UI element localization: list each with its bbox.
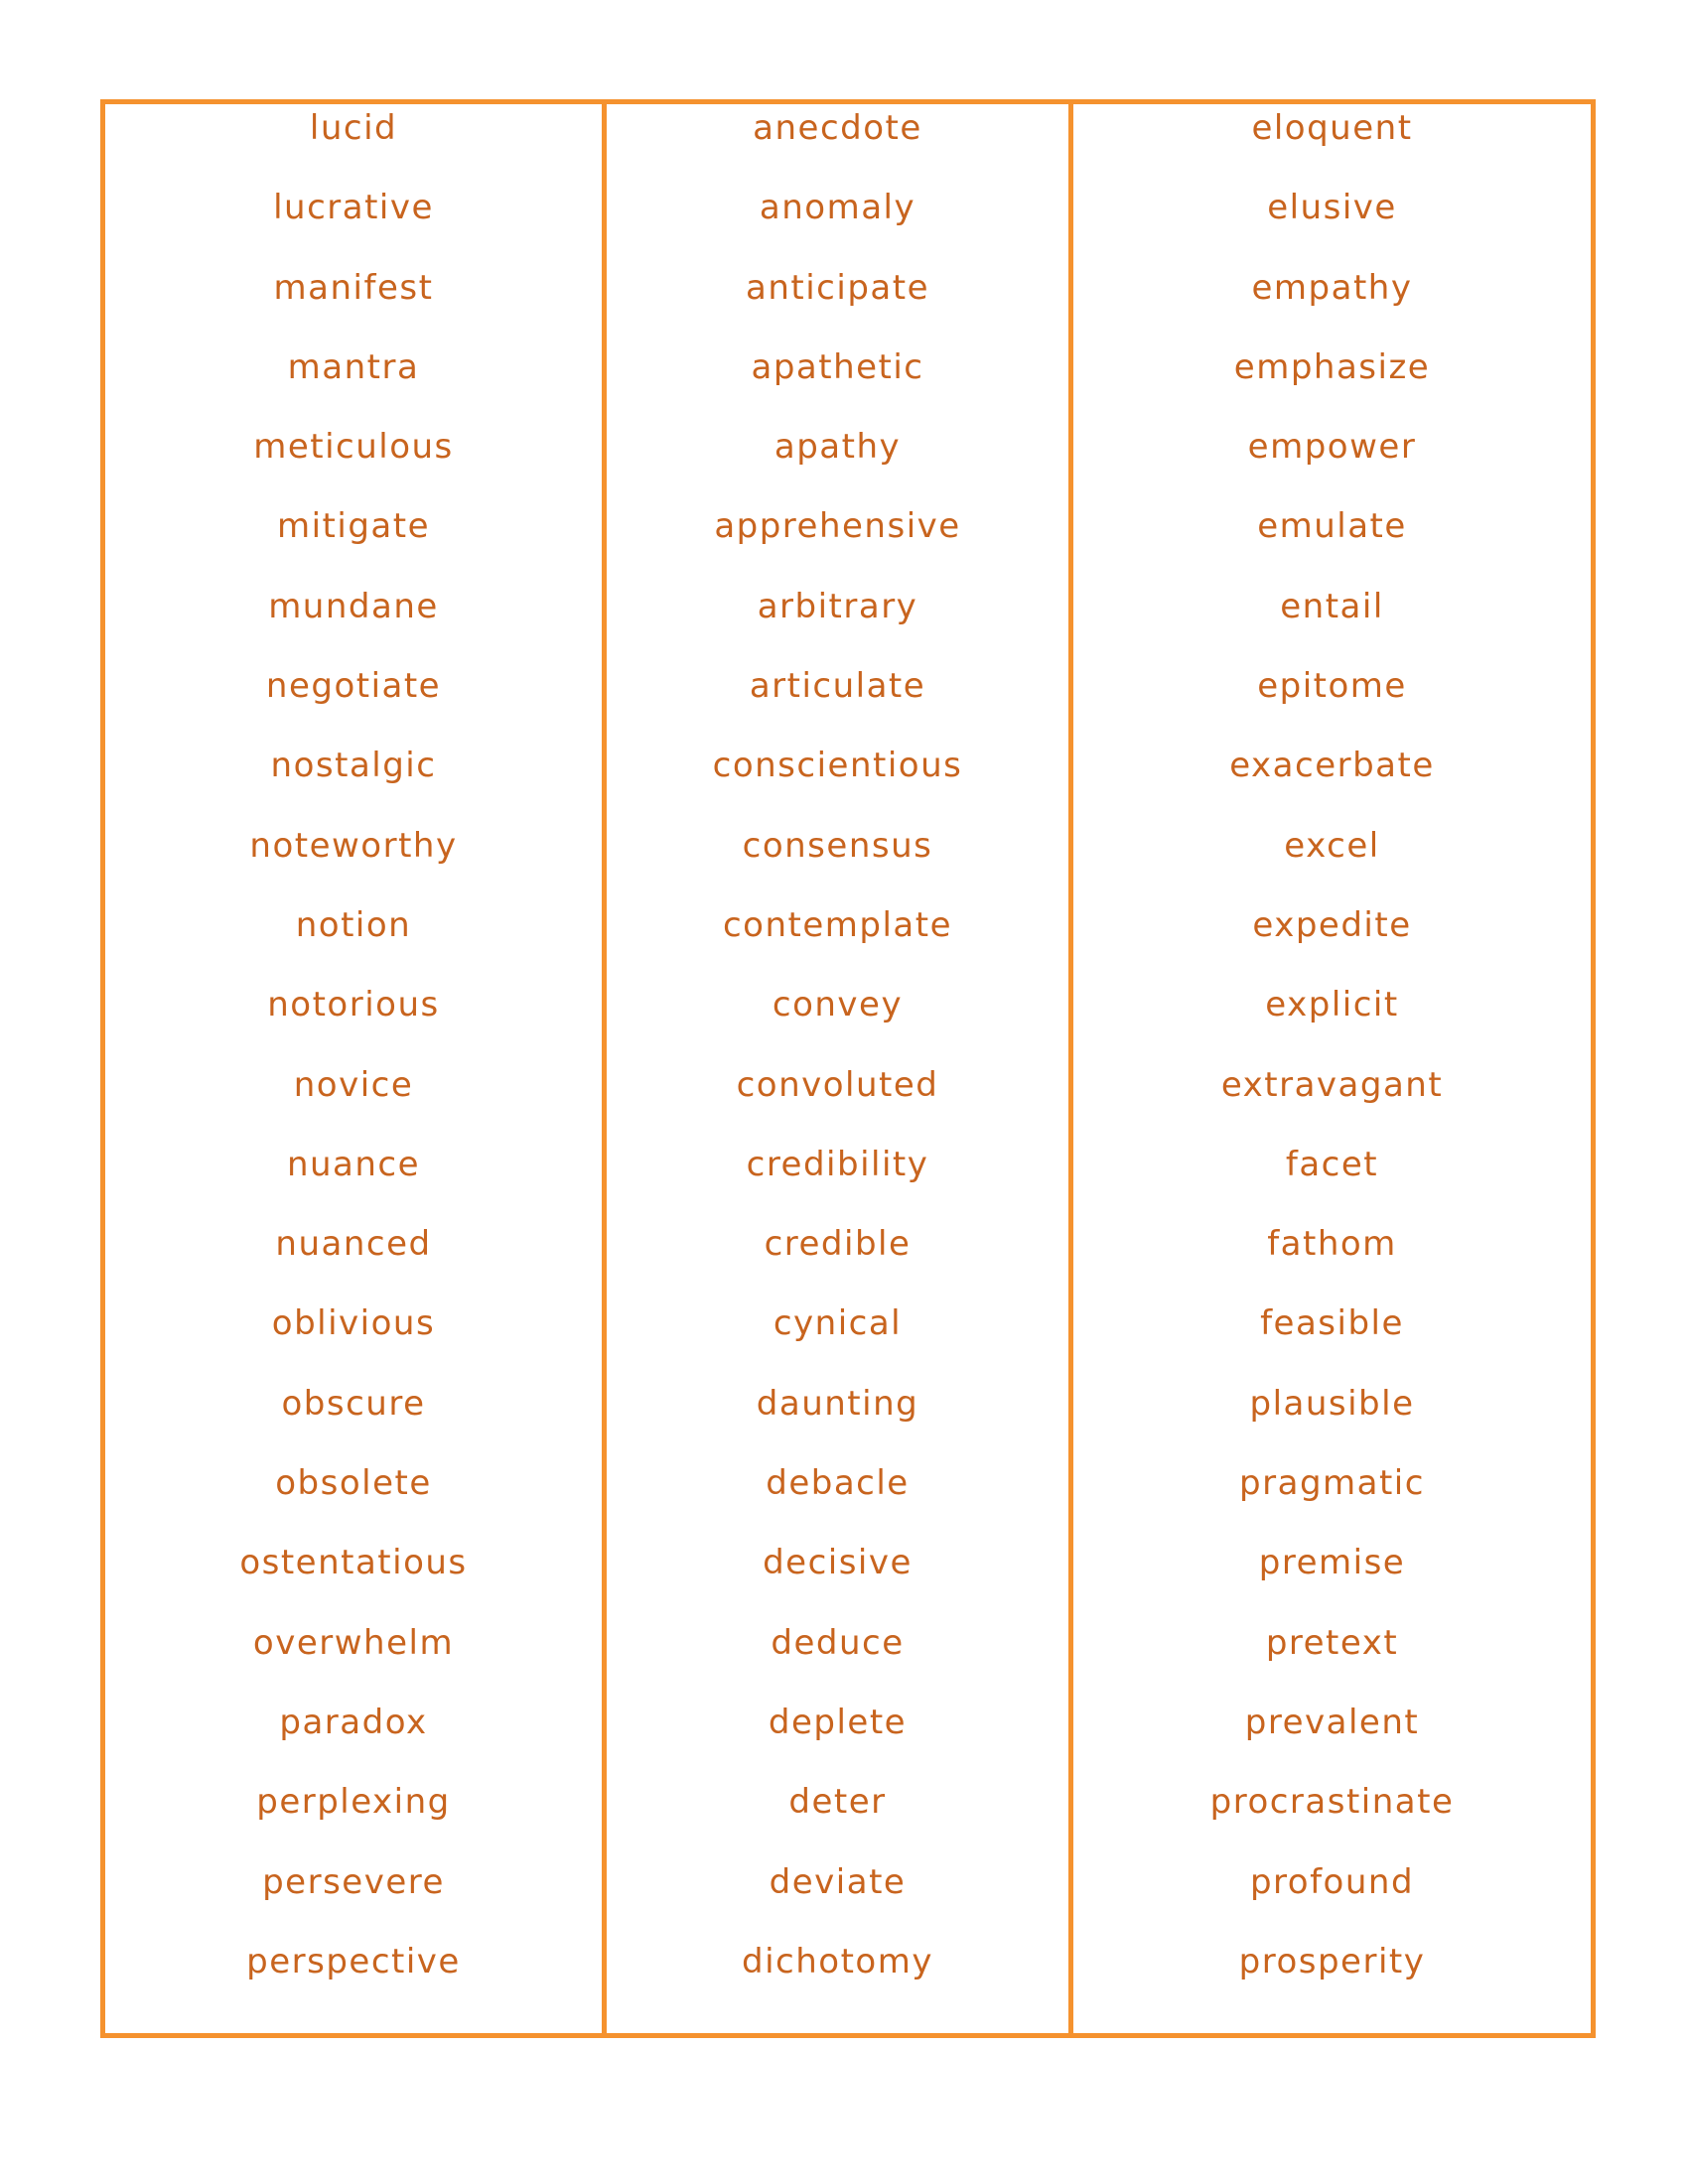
word-item: mundane <box>268 586 439 626</box>
word-item: apprehensive <box>714 506 961 547</box>
word-item: articulate <box>749 666 926 707</box>
word-item: notorious <box>267 985 440 1025</box>
word-item: prevalent <box>1244 1702 1420 1742</box>
word-item: daunting <box>756 1383 919 1424</box>
word-item: perspective <box>246 1941 461 1981</box>
word-item: premise <box>1258 1543 1406 1583</box>
word-item: feasible <box>1260 1303 1404 1344</box>
word-item: paradox <box>279 1702 428 1742</box>
word-item: decisive <box>763 1543 913 1583</box>
word-item: mantra <box>287 346 420 387</box>
word-item: oblivious <box>271 1303 436 1344</box>
word-item: elusive <box>1267 188 1397 228</box>
word-item: procrastinate <box>1209 1782 1455 1823</box>
word-item: obscure <box>281 1383 426 1424</box>
word-item: entail <box>1280 586 1384 626</box>
word-item: debacle <box>766 1463 910 1504</box>
word-item: nuance <box>286 1144 421 1184</box>
word-item: perplexing <box>256 1782 451 1823</box>
word-item: excel <box>1284 825 1380 866</box>
word-item: emulate <box>1257 506 1407 547</box>
word-item: arbitrary <box>757 586 918 626</box>
word-item: empathy <box>1251 267 1413 308</box>
word-item: credibility <box>746 1144 929 1184</box>
word-item: credible <box>764 1224 912 1265</box>
word-item: empower <box>1247 427 1417 468</box>
word-item: facet <box>1285 1144 1379 1184</box>
word-item: ostentatious <box>239 1543 468 1583</box>
word-item: consensus <box>742 825 933 866</box>
word-item: conscientious <box>712 746 963 786</box>
word-item: novice <box>293 1064 414 1105</box>
word-item: explicit <box>1265 985 1399 1025</box>
word-item: manifest <box>273 267 434 308</box>
word-item: apathy <box>774 427 902 468</box>
word-item: prosperity <box>1238 1941 1426 1981</box>
word-item: lucrative <box>273 188 434 228</box>
word-item: extravagant <box>1220 1064 1444 1105</box>
word-item: profound <box>1249 1861 1415 1902</box>
word-item: cynical <box>773 1303 903 1344</box>
word-item: lucid <box>309 108 398 148</box>
word-item: deviate <box>769 1861 907 1902</box>
word-column-2 <box>607 104 1073 2033</box>
word-item: exacerbate <box>1229 746 1435 786</box>
word-item: convoluted <box>736 1064 939 1105</box>
word-item: convey <box>772 985 904 1025</box>
word-item: overwhelm <box>252 1622 455 1663</box>
word-column-1 <box>105 104 607 2033</box>
word-item: obsolete <box>275 1463 432 1504</box>
word-item: persevere <box>262 1861 445 1902</box>
word-item: negotiate <box>265 666 442 707</box>
word-item: noteworthy <box>249 825 458 866</box>
word-item: nostalgic <box>270 746 437 786</box>
word-item: contemplate <box>722 904 953 945</box>
word-item: anticipate <box>746 267 929 308</box>
vocabulary-word-table <box>100 99 1596 2038</box>
word-item: pragmatic <box>1239 1463 1425 1504</box>
word-item: deduce <box>771 1622 905 1663</box>
word-item: pretext <box>1265 1622 1399 1663</box>
word-item: anomaly <box>759 188 916 228</box>
word-item: meticulous <box>253 427 454 468</box>
word-column-3 <box>1073 104 1591 2033</box>
word-item: emphasize <box>1233 346 1431 387</box>
word-item: dichotomy <box>742 1941 933 1981</box>
word-item: notion <box>295 904 412 945</box>
word-item: deter <box>788 1782 887 1823</box>
word-item: fathom <box>1267 1224 1397 1265</box>
word-item: expedite <box>1252 904 1412 945</box>
word-item: nuanced <box>275 1224 432 1265</box>
word-item: epitome <box>1257 666 1407 707</box>
word-item: mitigate <box>276 506 430 547</box>
word-item: apathetic <box>751 346 924 387</box>
word-item: anecdote <box>753 108 922 148</box>
word-item: plausible <box>1249 1383 1415 1424</box>
word-item: deplete <box>768 1702 908 1742</box>
word-item: eloquent <box>1251 108 1413 148</box>
